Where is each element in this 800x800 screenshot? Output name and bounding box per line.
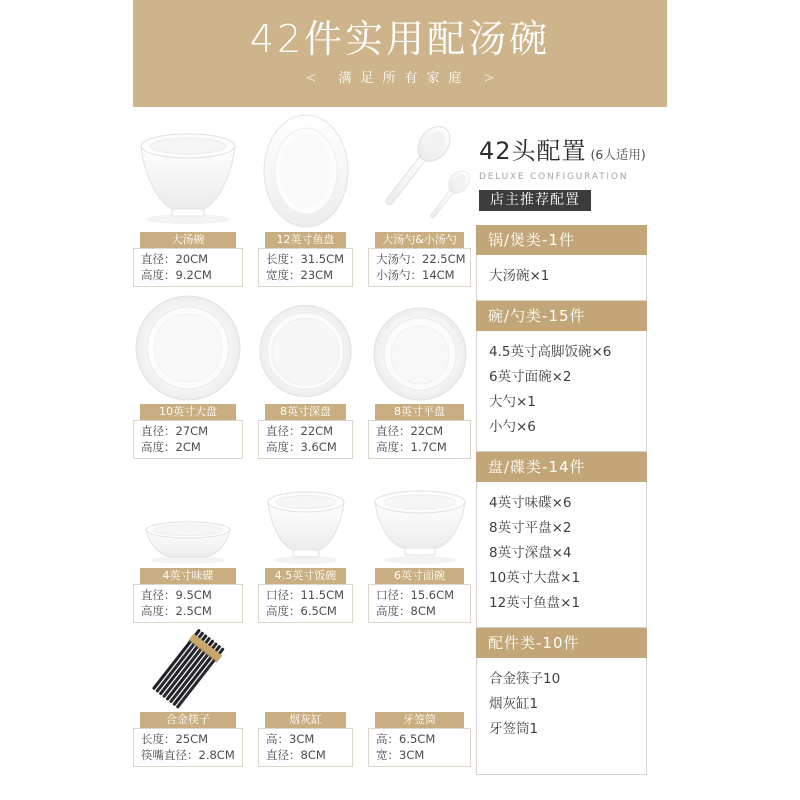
spec-line: 小汤勺：14CM — [376, 268, 455, 282]
product-row-2 — [133, 292, 471, 459]
spec-table — [258, 584, 353, 623]
product-card-soup-spoons — [368, 112, 471, 287]
chopsticks-image — [133, 626, 243, 712]
spec-table — [368, 728, 471, 767]
spec-table — [368, 420, 471, 459]
section-item: 大汤碗×1 — [489, 268, 550, 284]
section-list-pots — [476, 255, 647, 301]
product-label: 牙签筒 — [375, 712, 464, 728]
config-title-text: 42头配置 — [479, 137, 587, 165]
config-subtitle: DELUXE CONFIGURATION — [479, 172, 629, 182]
product-card-deep-plate — [258, 292, 353, 459]
product-label: 烟灰缸 — [265, 712, 346, 728]
section-list-bowls — [476, 331, 647, 452]
config-title — [479, 137, 669, 169]
spec-table — [133, 728, 243, 767]
spec-line: 直径：8CM — [266, 748, 326, 762]
spec-line: 高度：1.7CM — [376, 440, 447, 454]
product-label: 4.5英寸饭碗 — [265, 568, 346, 584]
spec-line: 宽：3CM — [376, 748, 425, 762]
noodle-bowl-image — [368, 467, 471, 568]
spec-line: 直径：22CM — [266, 424, 334, 438]
spec-line: 高度：3.6CM — [266, 440, 337, 454]
fish-plate-image — [258, 112, 353, 232]
product-label: 4英寸味碟 — [140, 568, 236, 584]
product-label: 大汤勺&小汤勺 — [375, 232, 464, 248]
soup-bowl-image — [133, 112, 243, 232]
section-item: 8英寸平盘×2 — [489, 520, 572, 536]
deep-plate-image — [258, 292, 353, 404]
config-header — [479, 137, 669, 211]
spec-line: 高度：6.5CM — [266, 604, 337, 618]
product-card-chopsticks — [133, 626, 243, 767]
product-card-ashtray — [258, 626, 353, 767]
spec-line: 直径：27CM — [141, 424, 209, 438]
flat-plate-image — [368, 292, 471, 404]
product-label: 6英寸面碗 — [375, 568, 464, 584]
spec-table — [258, 420, 353, 459]
toothpick-holder-image — [368, 626, 471, 712]
product-card-fish-plate — [258, 112, 353, 287]
spec-line: 高：3CM — [266, 732, 315, 746]
spec-line: 直径：22CM — [376, 424, 444, 438]
banner-title: 42件实用配汤碗 — [249, 17, 551, 61]
product-card-flat-plate — [368, 292, 471, 459]
banner-subtitle: < 满足所有家庭 > — [305, 71, 504, 86]
spec-line: 长度：25CM — [141, 732, 209, 746]
spec-line: 直径：20CM — [141, 252, 209, 266]
product-label: 10英寸大盘 — [140, 404, 236, 420]
section-item: 大勺×1 — [489, 394, 536, 410]
product-card-rice-bowl — [258, 467, 353, 623]
spec-table — [133, 584, 243, 623]
config-sections — [476, 225, 647, 775]
product-row-3 — [133, 467, 471, 623]
section-header-bowls: 碗/勺类-15件 — [476, 301, 647, 331]
product-row-4 — [133, 626, 471, 767]
section-list-plates — [476, 482, 647, 628]
spec-line: 宽度：23CM — [266, 268, 334, 282]
spec-table — [133, 420, 243, 459]
section-header-plates: 盘/碟类-14件 — [476, 452, 647, 482]
product-card-large-plate — [133, 292, 243, 459]
section-item: 牙签筒1 — [489, 721, 539, 737]
sauce-dish-image — [133, 467, 243, 568]
section-item: 8英寸深盘×4 — [489, 545, 572, 561]
section-item: 12英寸鱼盘×1 — [489, 595, 581, 611]
section-item: 合金筷子10 — [489, 671, 561, 687]
spec-line: 筷嘴直径：2.8CM — [141, 748, 235, 762]
spec-line: 高度：2.5CM — [141, 604, 212, 618]
soup-spoons-image — [368, 112, 471, 232]
product-card-soup-bowl — [133, 112, 243, 287]
section-header-accessories: 配件类-10件 — [476, 628, 647, 658]
section-item: 4英寸味碟×6 — [489, 495, 572, 511]
spec-line: 口径：15.6CM — [376, 588, 455, 602]
product-row-1 — [133, 112, 471, 287]
spec-line: 长度：31.5CM — [266, 252, 345, 266]
spec-table — [133, 248, 243, 287]
spec-line: 大汤勺：22.5CM — [376, 252, 466, 266]
product-card-toothpick-holder — [368, 626, 471, 767]
product-label: 8英寸深盘 — [265, 404, 346, 420]
recommend-badge: 店主推荐配置 — [479, 190, 591, 211]
product-label: 大汤碗 — [140, 232, 236, 248]
product-card-sauce-dish — [133, 467, 243, 623]
large-plate-image — [133, 292, 243, 404]
section-item: 10英寸大盘×1 — [489, 570, 581, 586]
spec-table — [258, 728, 353, 767]
section-item: 烟灰缸1 — [489, 696, 539, 712]
rice-bowl-image — [258, 467, 353, 568]
header-banner — [133, 0, 667, 107]
ashtray-image — [258, 626, 353, 712]
spec-table — [258, 248, 353, 287]
spec-line: 直径：9.5CM — [141, 588, 212, 602]
product-card-noodle-bowl — [368, 467, 471, 623]
spec-line: 高度：2CM — [141, 440, 201, 454]
product-label: 12英寸鱼盘 — [265, 232, 346, 248]
section-item: 4.5英寸高脚饭碗×6 — [489, 344, 612, 360]
spec-line: 高度：9.2CM — [141, 268, 212, 282]
spec-line: 口径：11.5CM — [266, 588, 345, 602]
section-item: 6英寸面碗×2 — [489, 369, 572, 385]
config-people: (6人适用) — [590, 147, 646, 162]
section-item: 小勺×6 — [489, 419, 536, 435]
product-label: 合金筷子 — [140, 712, 236, 728]
spec-table — [368, 248, 471, 287]
section-header-pots: 锅/煲类-1件 — [476, 225, 647, 255]
spec-line: 高度：8CM — [376, 604, 436, 618]
spec-line: 高：6.5CM — [376, 732, 436, 746]
spec-table — [368, 584, 471, 623]
section-list-accessories — [476, 658, 647, 775]
product-label: 8英寸平盘 — [375, 404, 464, 420]
